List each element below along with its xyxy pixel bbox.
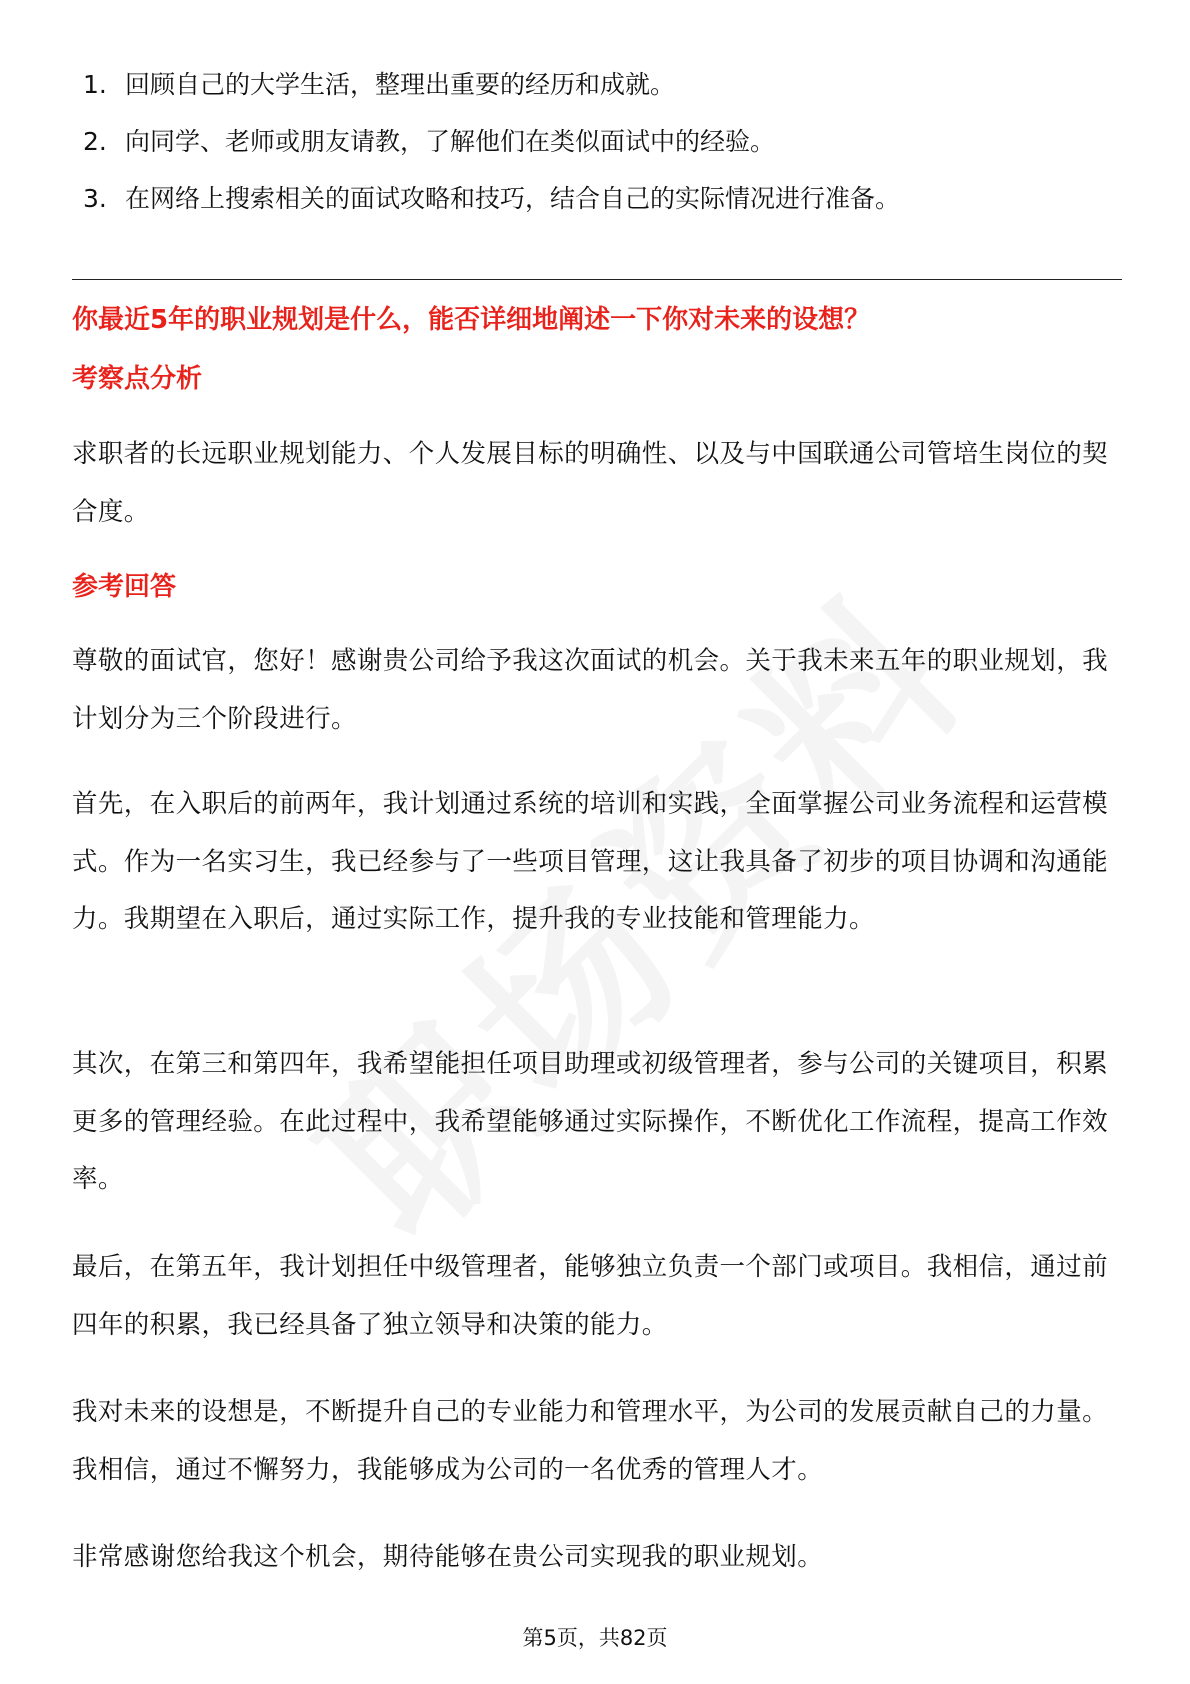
section-divider [72,279,1122,280]
list-item-text: 回顾自己的大学生活，整理出重要的经历和成就。 [125,70,676,99]
list-item [83,113,1123,170]
list-item [83,170,1123,227]
answer-paragraph: 首先，在入职后的前两年，我计划通过系统的培训和实践，全面掌握公司业务流程和运营模式。作为一名实习生，我已经参与了一些项目管理，这让我具备了初步的项目协调和沟通能力。我期望在入职后，通过实际工作，提升我的专业技能和管理能力。 [72,789,1109,934]
answer-paragraph: 非常感谢您给我这个机会，期待能够在贵公司实现我的职业规划。 [72,1542,824,1572]
answer-paragraph: 我对未来的设想是，不断提升自己的专业能力和管理水平，为公司的发展贡献自己的力量。我相信，通过不懈努力，我能够成为公司的一名优秀的管理人才。 [72,1397,1109,1485]
analysis-text: 求职者的长远职业规划能力、个人发展目标的明确性、以及与中国联通公司管培生岗位的契合度。 [72,439,1109,527]
answer-paragraph: 最后，在第五年，我计划担任中级管理者，能够独立负责一个部门或项目。我相信，通过前四年的积累，我已经具备了独立领导和决策的能力。 [72,1252,1109,1340]
answer-paragraph: 尊敬的面试官，您好！感谢贵公司给予我这次面试的机会。关于我未来五年的职业规划，我计划分为三个阶段进行。 [72,646,1109,734]
page-footer: 第5页，共82页 [522,1626,668,1650]
preparation-steps-list [83,56,1123,227]
list-item-text: 在网络上搜索相关的面试攻略和技巧，结合自己的实际情况进行准备。 [125,184,901,213]
interview-question: 你最近5年的职业规划是什么，能否详细地阐述一下你对未来的设想？ [72,305,871,335]
answer-heading: 参考回答 [72,572,177,602]
list-item-number: 3. [83,184,107,213]
list-item [83,56,1123,113]
analysis-heading: 考察点分析 [72,364,203,394]
list-item-number: 1. [83,70,107,99]
answer-paragraph: 其次，在第三和第四年，我希望能担任项目助理或初级管理者，参与公司的关键项目，积累更多的管理经验。在此过程中，我希望能够通过实际操作，不断优化工作流程，提高工作效率。 [72,1049,1109,1194]
list-item-text: 向同学、老师或朋友请教，了解他们在类似面试中的经验。 [125,127,776,156]
list-item-number: 2. [83,127,107,156]
